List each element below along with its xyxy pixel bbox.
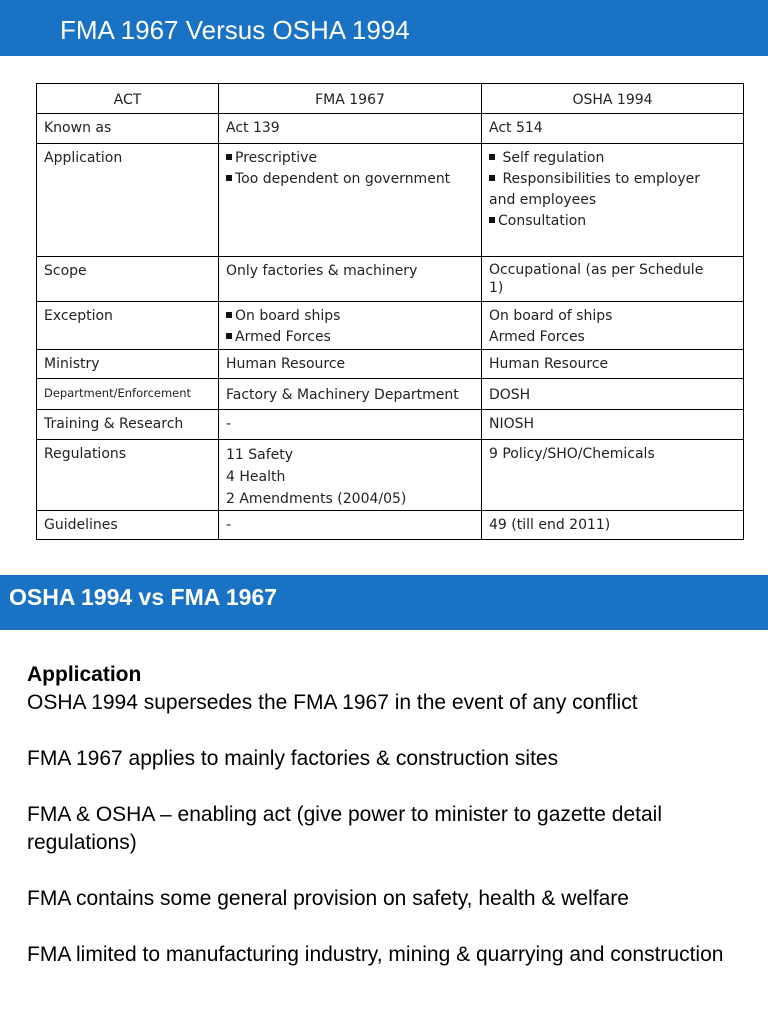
table-row bbox=[37, 302, 744, 350]
row-label: Exception bbox=[37, 302, 219, 350]
table-row bbox=[37, 410, 744, 440]
fma-cell bbox=[219, 302, 482, 350]
cell-line: Armed Forces bbox=[489, 329, 585, 345]
cell-line: Too dependent on government bbox=[235, 171, 451, 187]
row-label: Application bbox=[37, 144, 219, 257]
cell-line: 49 (till end 2011) bbox=[489, 517, 611, 533]
cell-line: Human Resource bbox=[226, 356, 346, 372]
cell-line: 2 Amendments (2004/05) bbox=[226, 491, 407, 507]
table-row bbox=[37, 379, 744, 410]
paragraph: FMA limited to manufacturing industry, mining & quarrying and construction bbox=[27, 943, 724, 966]
cell-line: 11 Safety bbox=[226, 447, 294, 463]
slide1-title-bar bbox=[0, 0, 768, 56]
comparison-table-container bbox=[36, 83, 743, 540]
osha-cell bbox=[482, 511, 744, 540]
slide2-title-bar bbox=[0, 575, 768, 630]
fma-cell bbox=[219, 350, 482, 379]
row-label: Guidelines bbox=[37, 511, 219, 540]
row-label: Regulations bbox=[37, 440, 219, 511]
cell-line: 9 Policy/SHO/Chemicals bbox=[489, 446, 655, 462]
osha-cell bbox=[482, 379, 744, 410]
osha-cell bbox=[482, 410, 744, 440]
osha-cell bbox=[482, 144, 744, 257]
cell-line: Factory & Machinery Department bbox=[226, 387, 459, 403]
osha-cell bbox=[482, 114, 744, 144]
section-heading: Application bbox=[27, 663, 142, 686]
square-bullet-icon bbox=[489, 154, 495, 160]
header-fma: FMA 1967 bbox=[219, 84, 482, 114]
cell-line: Self regulation bbox=[502, 150, 605, 166]
cell-line: NIOSH bbox=[489, 416, 535, 432]
square-bullet-icon bbox=[489, 175, 495, 181]
osha-cell bbox=[482, 302, 744, 350]
cell-line: On board of ships bbox=[489, 308, 613, 324]
table-row bbox=[37, 257, 744, 302]
table-row bbox=[37, 114, 744, 144]
row-label: Ministry bbox=[37, 350, 219, 379]
paragraph: FMA 1967 applies to mainly factories & construction sites bbox=[27, 747, 559, 770]
square-bullet-icon bbox=[489, 217, 495, 223]
cell-line: - bbox=[226, 416, 232, 432]
fma-cell bbox=[219, 511, 482, 540]
fma-cell bbox=[219, 144, 482, 257]
cell-line: and employees bbox=[489, 192, 597, 208]
cell-line: Armed Forces bbox=[235, 329, 331, 345]
table-row bbox=[37, 440, 744, 511]
cell-line: Responsibilities to employer bbox=[502, 171, 701, 187]
fma-cell bbox=[219, 379, 482, 410]
square-bullet-icon bbox=[226, 333, 232, 339]
header-act: ACT bbox=[37, 84, 219, 114]
row-label: Department/Enforcement bbox=[37, 379, 219, 410]
cell-line: DOSH bbox=[489, 387, 531, 403]
slide2-title: OSHA 1994 vs FMA 1967 bbox=[9, 584, 278, 610]
cell-line: 1) bbox=[489, 280, 504, 296]
row-label: Scope bbox=[37, 257, 219, 302]
slide1-title: FMA 1967 Versus OSHA 1994 bbox=[60, 15, 410, 45]
table-row bbox=[37, 511, 744, 540]
square-bullet-icon bbox=[226, 175, 232, 181]
fma-cell bbox=[219, 257, 482, 302]
cell-line: Only factories & machinery bbox=[226, 263, 418, 279]
paragraph: FMA contains some general provision on safety, health & welfare bbox=[27, 887, 629, 910]
osha-cell bbox=[482, 350, 744, 379]
square-bullet-icon bbox=[226, 312, 232, 318]
row-label: Training & Research bbox=[37, 410, 219, 440]
header-osha: OSHA 1994 bbox=[482, 84, 744, 114]
table-row bbox=[37, 350, 744, 379]
table-header-row bbox=[37, 84, 744, 114]
paragraph: OSHA 1994 supersedes the FMA 1967 in the event of any conflict bbox=[27, 691, 638, 714]
square-bullet-icon bbox=[226, 154, 232, 160]
slide2-body bbox=[27, 661, 727, 969]
cell-line: Consultation bbox=[498, 213, 587, 229]
cell-line: On board ships bbox=[235, 308, 341, 324]
cell-line: 4 Health bbox=[226, 469, 286, 485]
cell-line: - bbox=[226, 517, 232, 533]
cell-line: Human Resource bbox=[489, 356, 609, 372]
fma-cell bbox=[219, 410, 482, 440]
cell-line: Occupational (as per Schedule bbox=[489, 262, 704, 278]
osha-cell bbox=[482, 440, 744, 511]
fma-cell bbox=[219, 114, 482, 144]
row-label: Known as bbox=[37, 114, 219, 144]
osha-cell bbox=[482, 257, 744, 302]
paragraph: FMA & OSHA – enabling act (give power to minister to gazette detail regulations) bbox=[27, 803, 662, 854]
comparison-table bbox=[36, 83, 744, 540]
cell-line: Act 139 bbox=[226, 120, 280, 136]
table-row bbox=[37, 144, 744, 257]
cell-line: Prescriptive bbox=[235, 150, 318, 166]
fma-cell bbox=[219, 440, 482, 511]
cell-line: Act 514 bbox=[489, 120, 543, 136]
